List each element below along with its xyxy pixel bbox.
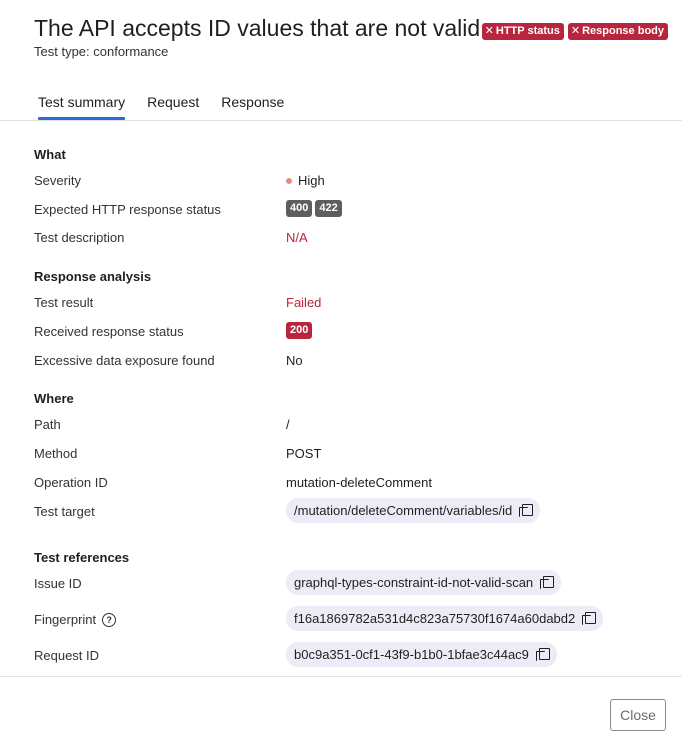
tab-response[interactable]: Response bbox=[221, 94, 285, 110]
test-type-subtitle: Test type: conformance bbox=[34, 44, 169, 59]
failure-badges bbox=[482, 23, 668, 40]
section-test-references-title: Test references bbox=[34, 550, 130, 565]
method-label: Method bbox=[34, 446, 78, 461]
help-icon[interactable]: ? bbox=[102, 613, 116, 627]
test-target-label: Test target bbox=[34, 504, 95, 519]
x-icon: ✕ bbox=[570, 25, 581, 37]
method-value: POST bbox=[286, 446, 322, 461]
data-exposure-label: Excessive data exposure found bbox=[34, 353, 215, 368]
page-title: The API accepts ID values that are not valid bbox=[34, 15, 481, 41]
severity-value bbox=[286, 173, 325, 188]
tab-bar bbox=[27, 86, 295, 120]
operation-id-label: Operation ID bbox=[34, 475, 108, 490]
issue-id-pill bbox=[286, 570, 561, 595]
fingerprint-value bbox=[286, 606, 603, 631]
test-result-label: Test result bbox=[34, 295, 94, 310]
copy-icon[interactable] bbox=[582, 612, 596, 626]
request-id-pill bbox=[286, 642, 557, 667]
expected-status-value bbox=[286, 200, 345, 217]
test-description-label: Test description bbox=[34, 230, 125, 245]
operation-id-value: mutation-deleteComment bbox=[286, 475, 432, 490]
received-status-value bbox=[286, 322, 315, 339]
test-target-pill bbox=[286, 498, 540, 523]
footer-divider bbox=[0, 676, 682, 677]
request-id-value bbox=[286, 642, 557, 667]
severity-dot-icon bbox=[286, 178, 292, 184]
tab-request[interactable]: Request bbox=[147, 94, 200, 110]
fingerprint-pill bbox=[286, 606, 603, 631]
issue-id-text: graphql-types-constraint-id-not-valid-scan bbox=[294, 575, 534, 590]
request-id-label: Request ID bbox=[34, 648, 100, 663]
severity-label: Severity bbox=[34, 173, 81, 188]
received-status-label: Received response status bbox=[34, 324, 184, 339]
request-id-text: b0c9a351-0cf1-43f9-b1b0-1bfae3c44ac9 bbox=[294, 647, 529, 662]
status-badge: 400 bbox=[286, 200, 312, 217]
tab-divider bbox=[0, 120, 682, 121]
copy-icon[interactable] bbox=[536, 648, 550, 662]
dialog-header bbox=[34, 14, 668, 74]
response-body-badge bbox=[568, 23, 668, 40]
section-what-title: What bbox=[34, 147, 66, 162]
status-badge: 422 bbox=[315, 200, 341, 217]
section-where-title: Where bbox=[34, 391, 74, 406]
http-status-badge bbox=[482, 23, 564, 40]
test-result-value: Failed bbox=[286, 295, 322, 310]
x-icon: ✕ bbox=[484, 25, 494, 37]
status-badge: 200 bbox=[286, 322, 312, 339]
path-value: / bbox=[286, 417, 290, 432]
expected-status-label: Expected HTTP response status bbox=[34, 202, 221, 217]
copy-icon[interactable] bbox=[540, 576, 554, 590]
badge-label: Response body bbox=[582, 25, 664, 37]
test-description-value: N/A bbox=[286, 230, 308, 245]
fingerprint-label-text: Fingerprint bbox=[34, 612, 97, 627]
tab-test-summary[interactable]: Test summary bbox=[27, 86, 136, 120]
copy-icon[interactable] bbox=[519, 504, 533, 518]
fingerprint-text: f16a1869782a531d4c823a75730f1674a60dabd2 bbox=[294, 611, 576, 626]
close-button[interactable]: Close bbox=[610, 699, 666, 731]
section-response-analysis-title: Response analysis bbox=[34, 269, 152, 284]
test-target-value bbox=[286, 498, 540, 523]
path-label: Path bbox=[34, 417, 61, 432]
issue-id-label: Issue ID bbox=[34, 576, 82, 591]
severity-text: High bbox=[298, 173, 325, 188]
issue-id-value bbox=[286, 570, 561, 595]
fingerprint-label bbox=[34, 612, 116, 627]
test-target-text: /mutation/deleteComment/variables/id bbox=[294, 503, 513, 518]
badge-label: HTTP status bbox=[495, 25, 560, 37]
data-exposure-value: No bbox=[286, 353, 303, 368]
